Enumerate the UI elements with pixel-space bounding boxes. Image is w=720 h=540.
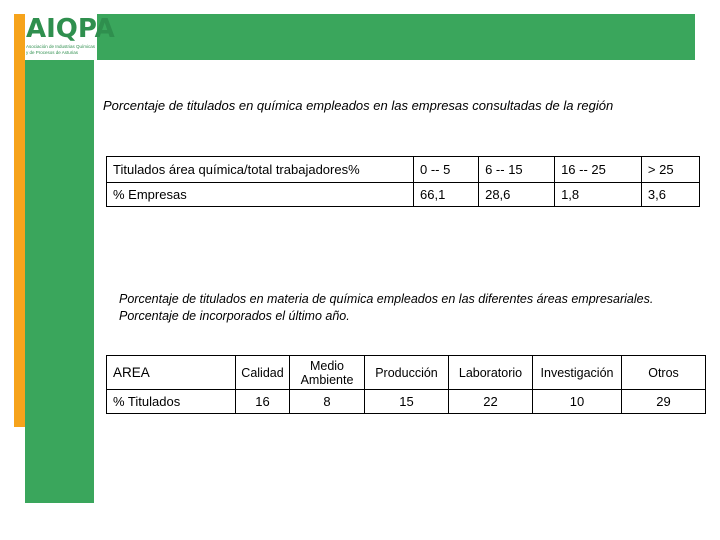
logo-subtitle: Asociación de Industrias Químicas y de Procesos de Asturias [26, 44, 96, 55]
table-header-cell: Calidad [236, 356, 290, 390]
areas-percentage-table [106, 355, 706, 414]
table-cell: 66,1 [414, 183, 479, 207]
table1-caption: Porcentaje de titulados en química empleados en las empresas consultadas de la región [103, 98, 614, 113]
table-cell: 1,8 [555, 183, 642, 207]
table-cell: 3,6 [641, 183, 699, 207]
table2-caption [119, 291, 653, 325]
table-header-cell: Investigación [533, 356, 622, 390]
table-header-cell: 0 -- 5 [414, 157, 479, 183]
table2-caption-line: Porcentaje de incorporados el último año. [119, 309, 350, 323]
table-cell: 29 [622, 390, 706, 414]
table-cell: 15 [365, 390, 449, 414]
graduates-percentage-table [106, 156, 700, 207]
table-row [107, 390, 706, 414]
table-header-cell: AREA [107, 356, 236, 390]
table-header-cell: Otros [622, 356, 706, 390]
table-cell: % Empresas [107, 183, 414, 207]
table-cell: % Titulados [107, 390, 236, 414]
table-cell: 28,6 [479, 183, 555, 207]
table-cell: 10 [533, 390, 622, 414]
table-header-cell: Titulados área química/total trabajadores% [107, 157, 414, 183]
table-header-cell: Laboratorio [449, 356, 533, 390]
table-header-row [107, 157, 700, 183]
table-header-cell: 6 -- 15 [479, 157, 555, 183]
aiqpa-logo [25, 14, 115, 60]
table-header-cell: Producción [365, 356, 449, 390]
table-header-cell: 16 -- 25 [555, 157, 642, 183]
orange-accent-bar [14, 14, 25, 427]
table-row [107, 183, 700, 207]
table-cell: 22 [449, 390, 533, 414]
table-cell: 8 [290, 390, 365, 414]
green-header-bar [97, 14, 695, 60]
table-header-row [107, 356, 706, 390]
table-header-cell: > 25 [641, 157, 699, 183]
green-side-bar [25, 60, 94, 503]
logo-name: AIQPA [26, 14, 115, 44]
table-cell: 16 [236, 390, 290, 414]
table2-caption-line: Porcentaje de titulados en materia de química empleados en las diferentes áreas empresariales. [119, 292, 654, 306]
table-header-cell: Medio Ambiente [290, 356, 365, 390]
